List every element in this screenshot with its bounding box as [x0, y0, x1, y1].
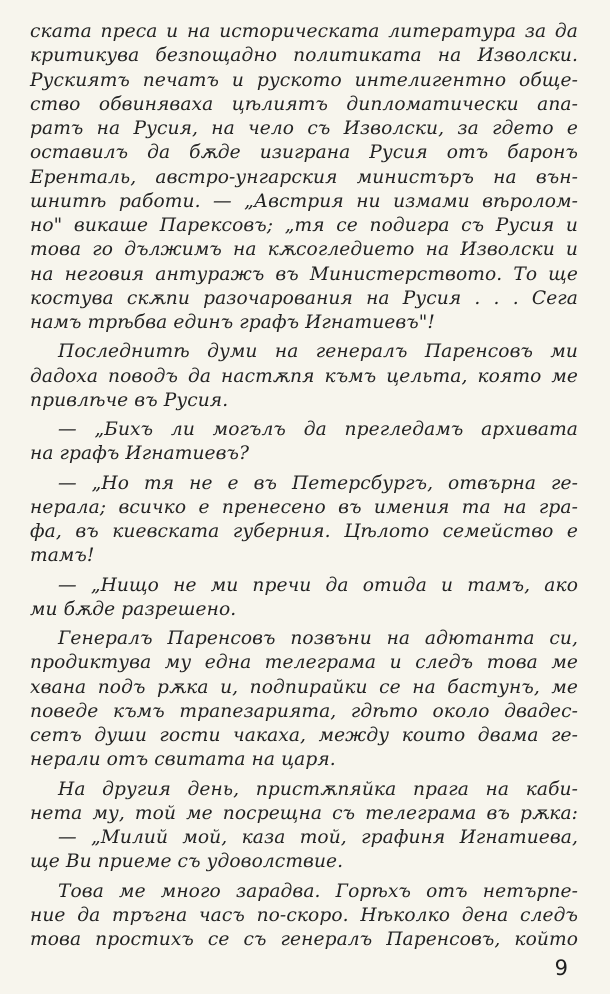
text-line-11: на неговия антуражъ въ Министерството. То ще: [30, 263, 578, 285]
text-line-16: привлѣче въ Русия.: [30, 389, 229, 411]
text-line-23: — „Нищо не ми пречи да отида и тамъ, ако: [58, 574, 578, 596]
text-line-29: сетъ души гости чакаха, между които двама ге-: [30, 725, 578, 746]
text-line-31: На другия день, пристѫпяйка прага на каби-: [58, 778, 578, 800]
page-number: 9: [554, 956, 568, 980]
text-line-22: тамъ!: [30, 545, 95, 567]
text-line-32: нета му, той ме посрещна съ телеграма въ рѫка:: [30, 802, 578, 824]
text-line-5: ратъ на Русия, на чело съ Изволски, за гдето е: [30, 118, 578, 139]
text-line-33: — „Милий мой, каза той, графиня Игнатиева,: [58, 827, 578, 848]
text-line-2: критикува безпощадно политиката на Изволски.: [30, 45, 578, 67]
text-line-28: поведе къмъ трапезарията, гдѣто около двадес-: [30, 700, 578, 722]
text-line-36: ние да тръгна часъ по-скоро. Нѣколко дена следъ: [30, 904, 578, 926]
text-line-17: — „Бихъ ли могълъ да прегледамъ архивата: [58, 419, 578, 440]
text-line-20: нерала; всичко е пренесено въ имения та на гра-: [30, 496, 578, 518]
text-line-7: Еренталь, австро-унгарския министъръ на вън-: [30, 166, 578, 188]
text-line-26: продиктува му една телеграма и следъ това ме: [30, 652, 578, 674]
text-line-25: Генералъ Паренсовъ позвъни на адютанта си,: [58, 628, 578, 649]
text-line-8: шнитѣ работи. — „Австрия ни измами вѣролом-: [30, 190, 578, 212]
text-line-19: — „Но тя не е въ Петерсбургъ, отвърна ге-: [58, 472, 578, 494]
text-line-27: хвана подъ рѫка и, подпирайки се на бастунъ, ме: [30, 676, 578, 698]
body-text: [30, 20, 578, 952]
text-line-1: ската преса и на историческата литература за да: [30, 21, 578, 42]
text-line-21: фа, въ киевската губерния. Цѣлото семейство е: [30, 521, 578, 542]
text-line-35: Това ме много зарадва. Горѣхъ отъ нетърпе-: [58, 880, 578, 902]
text-line-3: Рускиятъ печатъ и руското интелигентно обще-: [30, 69, 578, 91]
text-line-9: но" викаше Парексовъ; „тя се подигра съ Русия и: [30, 215, 578, 236]
text-line-37: това простихъ се съ генералъ Паренсовъ, който: [30, 929, 578, 950]
text-line-12: костува скѫпи разочарования на Русия . . . Сега: [30, 287, 578, 309]
text-line-6: оставилъ да бѫде изиграна Русия отъ баронъ: [30, 142, 578, 164]
text-line-10: това го дължимъ на кѫсогледието на Изволски и: [30, 239, 578, 261]
text-line-15: дадоха поводъ да настѫпя къмъ цельта, която ме: [30, 365, 578, 387]
text-line-34: ще Ви приеме съ удоволствие.: [30, 851, 344, 873]
text-line-13: намъ трѣбва единъ графъ Игнатиевъ"!: [30, 312, 436, 333]
text-line-18: на графъ Игнатиевъ?: [30, 443, 250, 465]
text-line-14: Последнитѣ думи на генералъ Паренсовъ ми: [58, 341, 578, 363]
text-line-30: нерали отъ свитата на царя.: [30, 749, 336, 771]
text-line-4: ство обвиняваха цѣлиятъ дипломатически апа-: [30, 93, 578, 115]
text-line-24: ми бѫде разрешено.: [30, 598, 237, 620]
